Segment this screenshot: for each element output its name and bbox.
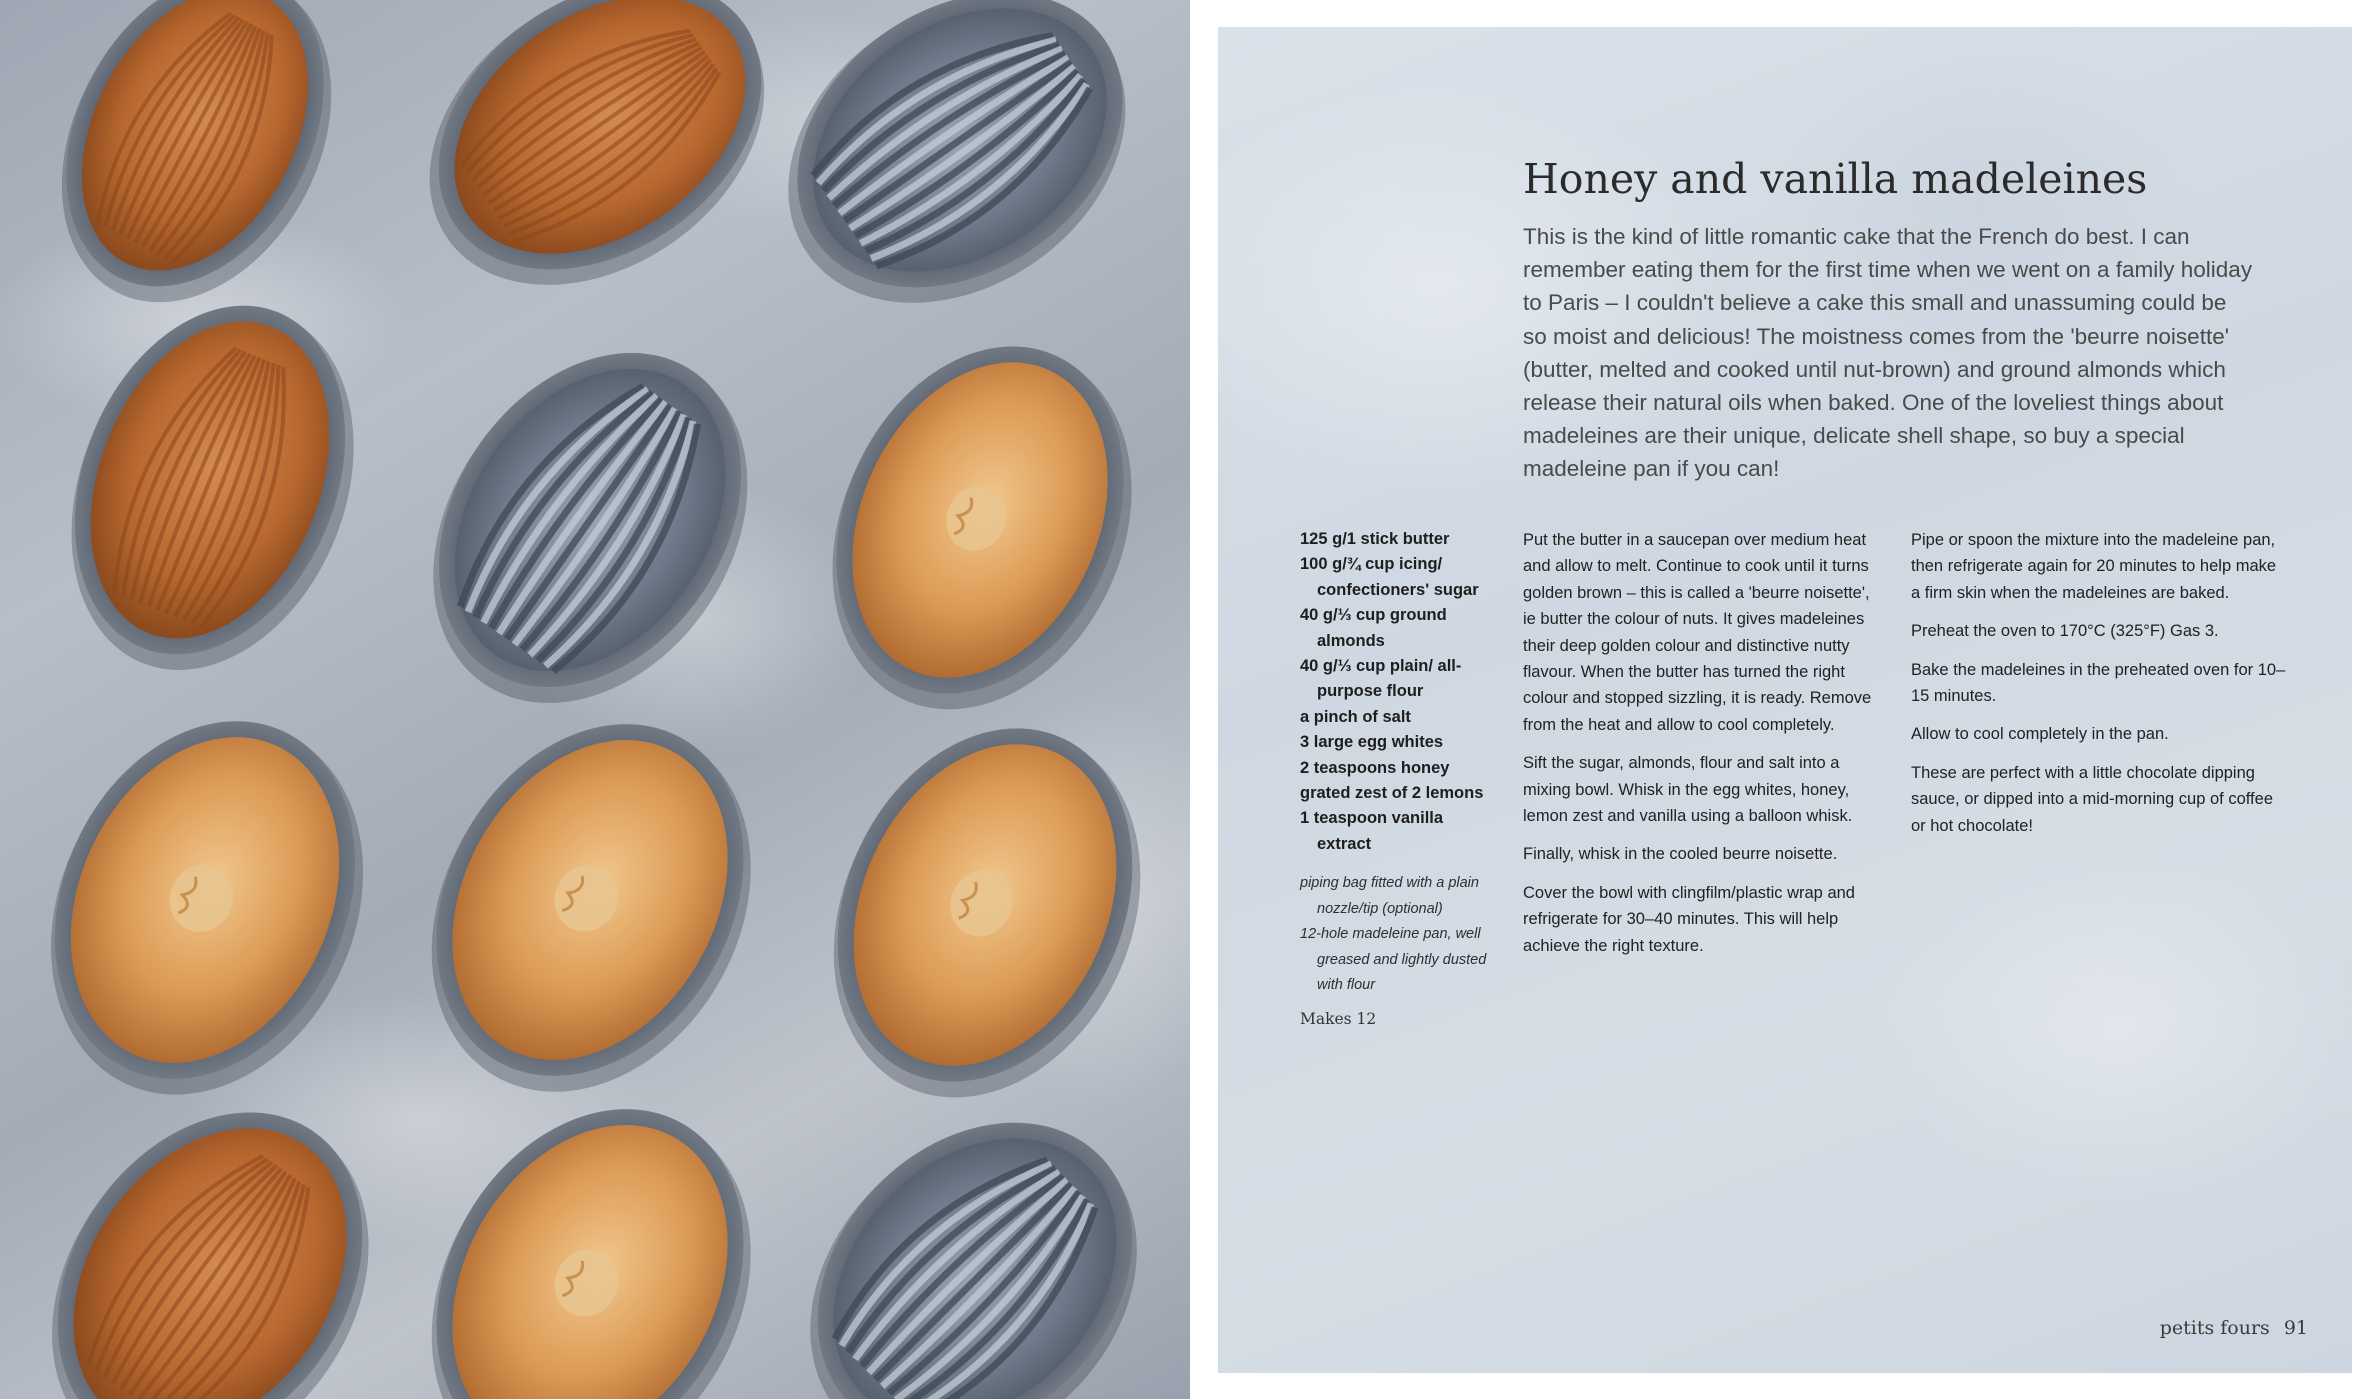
method-step: Sift the sugar, almonds, flour and salt into a mixing bowl. Whisk in the egg whites, honey, lemon zest and vanilla using a balloon whisk.: [1523, 754, 1853, 826]
method-step: Finally, whisk in the cooled beurre noisette.: [1523, 845, 1838, 864]
tray-cell: [20, 265, 406, 713]
page-footer: [2160, 1317, 2308, 1339]
method-step: These are perfect with a little chocolate dipping sauce, or dipped into a mid-morning cup of coffee or hot chocolate!: [1911, 763, 2273, 835]
equipment-item: piping bag fitted with a plain nozzle/tip (optional): [1300, 875, 1479, 917]
recipe-intro: This is the kind of little romantic cake that the French do best. I can remember eating them for the first time when we went on a family holiday to Paris – I couldn't believe a cake this small and unassuming could be so moist and delicious! The moistness comes from the 'beurre noisette' (butter, melted and cooked until nut-brown) and ground almonds which release their natural oils when baked. One of the loveliest things about madeleines are their unique, delicate shell shape, so buy a special madeleine pan if you can!: [1523, 224, 2253, 482]
yield-label: Makes 12: [1300, 1010, 1377, 1029]
equipment-item: 12-hole madeleine pan, well greased and lightly dusted with flour: [1300, 926, 1487, 993]
tray-cell: [744, 1059, 1190, 1399]
method-step: Cover the bowl with clingfilm/plastic wrap and refrigerate for 30–40 minutes. This will help achieve the right texture.: [1523, 883, 1855, 955]
ingredient-list: [1300, 527, 1500, 857]
tray-cell: [368, 1053, 816, 1399]
tray-cell: [0, 1054, 435, 1399]
tray-cell: [372, 0, 823, 347]
method-step: Put the butter in a saucepan over medium heat and allow to melt. Continue to cook until it turns golden brown – this is called a 'beurre noisette', ie butter the colour of nuts. It gives madeleines their deep golden colour and distinctive nutty flavour. When the butter has turned the right colour and stopped sizzling, it is ready. Remove from the heat and allow to cool completely.: [1523, 531, 1872, 734]
ingredient-item: a pinch of salt: [1300, 707, 1411, 726]
ingredient-item: 40 g/⅓ cup ground almonds: [1300, 606, 1447, 650]
tray-cell: [8, 0, 386, 349]
method-column-2: [1911, 527, 2286, 851]
tray-cell: [729, 0, 1186, 366]
book-gutter: [1190, 0, 1218, 1399]
page-number: 91: [2283, 1317, 2308, 1339]
tray-cell: [776, 680, 1190, 1148]
equipment-list: [1300, 871, 1500, 998]
method-step: Pipe or spoon the mixture into the madeleine pan, then refrigerate again for 20 minutes to help make a firm skin when the madeleines are baked.: [1911, 531, 2277, 602]
ingredient-item: 100 g/¾ cup icing/ confectioners' sugar: [1300, 555, 1479, 599]
method-step: Allow to cool completely in the pan.: [1911, 725, 2169, 744]
recipe-page: [1218, 27, 2352, 1373]
tray-cell: [368, 295, 813, 764]
tray-cell: [776, 299, 1189, 758]
section-name: petits fours: [2159, 1317, 2270, 1339]
ingredient-item: 2 teaspoons honey: [1300, 758, 1450, 777]
tray-cell: [368, 668, 816, 1149]
method-step: Bake the madeleines in the preheated oven for 10–15 minutes.: [1911, 660, 2286, 706]
tray-cell: [0, 672, 422, 1146]
method-column-1: [1523, 527, 1883, 971]
ingredient-item: 3 large egg whites: [1300, 733, 1444, 752]
ingredient-item: 40 g/⅓ cup plain/ all-purpose flour: [1300, 657, 1462, 701]
ingredient-item: grated zest of 2 lemons: [1300, 784, 1484, 803]
ingredients-column: [1300, 527, 1500, 1028]
ingredient-item: 1 teaspoon vanilla extract: [1300, 809, 1444, 853]
ingredient-item: 125 g/1 stick butter: [1300, 530, 1450, 548]
method-step: Preheat the oven to 170°C (325°F) Gas 3.: [1911, 622, 2219, 641]
recipe-title: Honey and vanilla madeleines: [1523, 155, 2148, 203]
